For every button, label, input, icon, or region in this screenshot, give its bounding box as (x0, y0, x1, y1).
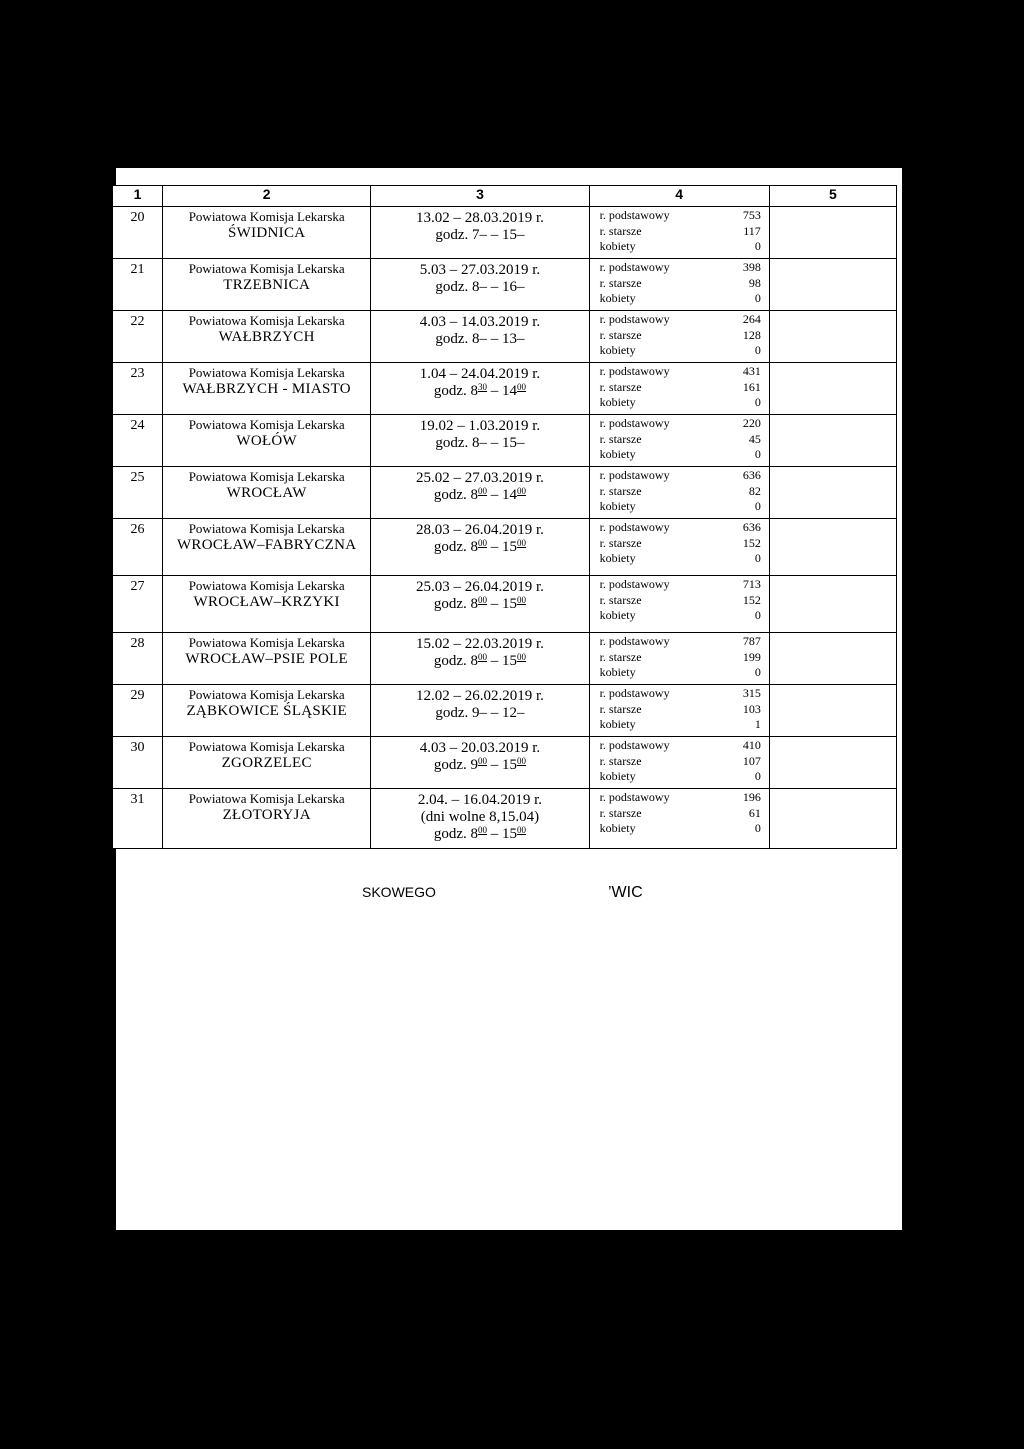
header-col-4: 4 (589, 186, 769, 207)
category-row (590, 608, 769, 624)
commission-cell (163, 363, 371, 415)
empty-cell (769, 576, 896, 633)
hours-end: – 15 (487, 596, 518, 612)
category-count: 0 (754, 551, 761, 565)
table-row (113, 311, 897, 363)
hours-end-min: 00 (517, 538, 527, 548)
commission-label: Powiatowa Komisja Lekarska (188, 578, 345, 593)
commission-city: ŚWIDNICA (227, 225, 306, 241)
commission-cell (163, 633, 371, 685)
category-label: kobiety (599, 239, 636, 253)
empty-cell (769, 207, 896, 259)
category-row (590, 754, 769, 770)
category-row (590, 328, 769, 344)
category-cell (589, 737, 769, 789)
category-label: r. podstawowy (599, 634, 670, 648)
category-count: 220 (742, 416, 761, 430)
category-row (590, 576, 769, 593)
commission-city: WOŁÓW (236, 433, 298, 449)
category-label: r. podstawowy (599, 468, 670, 482)
commission-label: Powiatowa Komisja Lekarska (188, 791, 345, 806)
footer-text-right: ’WIC (608, 884, 643, 901)
commission-cell (163, 737, 371, 789)
header-col-5: 5 (769, 186, 896, 207)
table-row (113, 259, 897, 311)
table-row (113, 789, 897, 849)
empty-cell (769, 737, 896, 789)
category-label: kobiety (599, 343, 636, 357)
category-row (590, 806, 769, 822)
hours: godz. 8– – 16– (435, 279, 525, 295)
category-row (590, 737, 769, 754)
category-label: r. podstawowy (599, 312, 670, 326)
date-range: 4.03 – 14.03.2019 r. (419, 314, 541, 330)
date-range: 2.04. – 16.04.2019 r. (417, 792, 543, 808)
table-header-row (113, 186, 897, 207)
category-count: 0 (754, 343, 761, 357)
date-cell (371, 207, 589, 259)
category-cell (589, 259, 769, 311)
date-range: 25.02 – 27.03.2019 r. (416, 470, 544, 486)
category-count: 0 (754, 447, 761, 461)
category-count: 0 (754, 769, 761, 783)
commission-city: WROCŁAW–PSIE POLE (185, 651, 349, 667)
category-row (590, 259, 769, 276)
category-count: 315 (742, 686, 761, 700)
category-row (590, 821, 769, 837)
category-row (590, 276, 769, 292)
category-row (590, 717, 769, 733)
category-cell (589, 467, 769, 519)
category-count: 264 (742, 312, 761, 326)
category-label: r. starsze (599, 483, 642, 498)
commission-city: WROCŁAW–KRZYKI (193, 594, 340, 610)
hours: godz. 7– – 15– (435, 227, 525, 243)
category-row (590, 224, 769, 240)
hours-start: godz. 8 (433, 653, 479, 669)
empty-cell (769, 467, 896, 519)
hours-start: godz. 8 (433, 596, 479, 612)
hours-end: – 15 (487, 757, 518, 773)
category-count: 1 (754, 717, 761, 731)
table-row (113, 207, 897, 259)
commission-label: Powiatowa Komisja Lekarska (188, 209, 345, 224)
commission-label: Powiatowa Komisja Lekarska (188, 313, 345, 328)
row-number: 31 (113, 789, 163, 849)
category-row (590, 207, 769, 224)
commission-city: ZĄBKOWICE ŚLĄSKIE (186, 703, 347, 719)
category-count: 410 (742, 738, 761, 752)
category-count: 431 (742, 364, 761, 378)
category-label: r. starsze (599, 379, 642, 394)
date-cell (371, 576, 589, 633)
commission-label: Powiatowa Komisja Lekarska (188, 469, 345, 484)
category-row (590, 467, 769, 484)
category-row (590, 484, 769, 500)
commission-label: Powiatowa Komisja Lekarska (188, 417, 345, 432)
category-cell (589, 207, 769, 259)
commission-cell (163, 789, 371, 849)
row-number: 30 (113, 737, 163, 789)
hours-start: godz. 8 (433, 826, 479, 842)
category-row (590, 551, 769, 567)
category-label: r. podstawowy (599, 686, 670, 700)
category-count: 0 (754, 608, 761, 622)
hours-start-min: 00 (478, 595, 488, 605)
category-row (590, 432, 769, 448)
category-row (590, 769, 769, 785)
empty-cell (769, 633, 896, 685)
category-row (590, 447, 769, 463)
date-cell (371, 737, 589, 789)
table-row (113, 415, 897, 467)
table-row (113, 519, 897, 576)
hours-start-min: 00 (478, 538, 488, 548)
category-count: 82 (748, 483, 761, 498)
empty-cell (769, 519, 896, 576)
hours (371, 596, 588, 613)
commission-label: Powiatowa Komisja Lekarska (188, 635, 345, 650)
category-label: r. podstawowy (599, 738, 670, 752)
category-label: kobiety (599, 608, 636, 622)
commission-cell (163, 576, 371, 633)
category-row (590, 499, 769, 515)
category-cell (589, 789, 769, 849)
hours-end-min: 00 (517, 756, 527, 766)
category-label: r. starsze (599, 592, 642, 607)
category-count: 0 (754, 239, 761, 253)
category-row (590, 291, 769, 307)
commission-cell (163, 207, 371, 259)
footer-text-left: SKOWEGO (362, 884, 436, 900)
empty-cell (769, 685, 896, 737)
hours (371, 487, 588, 504)
category-label: r. podstawowy (599, 577, 670, 591)
hours-end-min: 00 (517, 652, 527, 662)
category-count: 117 (743, 223, 761, 238)
category-label: r. podstawowy (599, 520, 670, 534)
category-label: kobiety (599, 769, 636, 783)
category-row (590, 363, 769, 380)
commission-label: Powiatowa Komisja Lekarska (188, 687, 345, 702)
date-range: 1.04 – 24.04.2019 r. (419, 366, 541, 382)
category-label: kobiety (599, 291, 636, 305)
category-row (590, 702, 769, 718)
hours: godz. 8– – 15– (435, 435, 525, 451)
category-row (590, 650, 769, 666)
category-row (590, 380, 769, 396)
category-row (590, 395, 769, 411)
date-cell (371, 311, 589, 363)
holiday-note: (dni wolne 8,15.04) (420, 809, 540, 825)
category-label: kobiety (599, 447, 636, 461)
header-col-1: 1 (113, 186, 163, 207)
category-count: 107 (742, 753, 761, 768)
hours-end: – 15 (487, 653, 518, 669)
hours-start-min: 00 (478, 652, 488, 662)
hours-start-min: 00 (478, 825, 488, 835)
category-cell (589, 519, 769, 576)
table-row (113, 467, 897, 519)
category-count: 398 (742, 260, 761, 274)
category-row (590, 311, 769, 328)
category-label: r. starsze (599, 223, 642, 238)
category-label: r. starsze (599, 805, 642, 820)
commission-cell (163, 519, 371, 576)
category-label: r. starsze (599, 701, 642, 716)
category-count: 0 (754, 665, 761, 679)
category-cell (589, 311, 769, 363)
category-row (590, 519, 769, 536)
hours-start: godz. 9 (433, 757, 479, 773)
date-cell (371, 415, 589, 467)
category-label: r. starsze (599, 649, 642, 664)
hours-start: godz. 8 (433, 539, 479, 555)
header-col-3: 3 (371, 186, 589, 207)
commission-label: Powiatowa Komisja Lekarska (188, 521, 345, 536)
category-label: r. starsze (599, 431, 642, 446)
category-row (590, 665, 769, 681)
category-count: 713 (742, 577, 761, 591)
empty-cell (769, 415, 896, 467)
row-number: 24 (113, 415, 163, 467)
hours (371, 653, 588, 670)
hours-end: – 15 (487, 539, 518, 555)
row-number: 22 (113, 311, 163, 363)
category-count: 0 (754, 291, 761, 305)
category-count: 636 (742, 468, 761, 482)
hours-end: – 14 (487, 383, 518, 399)
hours-start-min: 30 (478, 382, 488, 392)
category-row (590, 789, 769, 806)
header-col-2: 2 (163, 186, 371, 207)
category-count: 0 (754, 499, 761, 513)
date-range: 4.03 – 20.03.2019 r. (419, 740, 541, 756)
row-number: 26 (113, 519, 163, 576)
category-label: kobiety (599, 551, 636, 565)
commission-city: TRZEBNICA (223, 277, 311, 293)
commission-cell (163, 311, 371, 363)
date-range: 15.02 – 22.03.2019 r. (416, 636, 544, 652)
commission-city: WROCŁAW (226, 485, 307, 501)
date-cell (371, 519, 589, 576)
category-count: 787 (742, 634, 761, 648)
commission-city: ZŁOTORYJA (222, 807, 311, 823)
date-cell (371, 259, 589, 311)
category-label: kobiety (599, 821, 636, 835)
date-cell (371, 633, 589, 685)
table-row (113, 737, 897, 789)
date-range: 19.02 – 1.03.2019 r. (419, 418, 541, 434)
category-label: r. podstawowy (599, 364, 670, 378)
category-label: r. podstawowy (599, 208, 670, 222)
row-number: 20 (113, 207, 163, 259)
date-range: 28.03 – 26.04.2019 r. (416, 522, 544, 538)
category-row (590, 536, 769, 552)
hours-end: – 14 (487, 487, 518, 503)
category-label: r. podstawowy (599, 790, 670, 804)
hours-end-min: 00 (517, 382, 527, 392)
commission-cell (163, 415, 371, 467)
hours-start-min: 00 (478, 486, 488, 496)
date-cell (371, 789, 589, 849)
commission-cell (163, 685, 371, 737)
category-row (590, 239, 769, 255)
hours-start-min: 00 (478, 756, 488, 766)
category-label: r. starsze (599, 275, 642, 290)
commission-city: WAŁBRZYCH (218, 329, 315, 345)
date-cell (371, 685, 589, 737)
date-cell (371, 363, 589, 415)
table-row (113, 363, 897, 415)
hours: godz. 8– – 13– (435, 331, 525, 347)
category-count: 636 (742, 520, 761, 534)
date-range: 12.02 – 26.02.2019 r. (416, 688, 544, 704)
hours-end-min: 00 (517, 595, 527, 605)
hours-end: – 15 (487, 826, 518, 842)
commission-label: Powiatowa Komisja Lekarska (188, 365, 345, 380)
category-count: 103 (742, 701, 761, 716)
commission-city: ZGORZELEC (221, 755, 312, 771)
category-label: kobiety (599, 665, 636, 679)
commission-cell (163, 467, 371, 519)
empty-cell (769, 363, 896, 415)
category-row (590, 343, 769, 359)
date-range: 13.02 – 28.03.2019 r. (416, 210, 544, 226)
hours (371, 757, 588, 774)
category-label: r. starsze (599, 327, 642, 342)
category-cell (589, 685, 769, 737)
category-label: r. starsze (599, 753, 642, 768)
category-count: 61 (748, 805, 761, 820)
hours: godz. 9– – 12– (435, 705, 525, 721)
hours-start: godz. 8 (433, 487, 479, 503)
category-row (590, 633, 769, 650)
category-count: 98 (748, 275, 761, 290)
category-row (590, 415, 769, 432)
table-row (113, 633, 897, 685)
hours-end-min: 00 (517, 486, 527, 496)
hours (371, 539, 588, 556)
commission-label: Powiatowa Komisja Lekarska (188, 739, 345, 754)
category-count: 161 (742, 379, 761, 394)
category-label: kobiety (599, 499, 636, 513)
category-count: 45 (748, 431, 761, 446)
category-count: 196 (742, 790, 761, 804)
category-count: 128 (742, 327, 761, 342)
category-row (590, 593, 769, 609)
category-label: r. starsze (599, 535, 642, 550)
category-cell (589, 363, 769, 415)
category-cell (589, 576, 769, 633)
hours-end-min: 00 (517, 825, 527, 835)
category-count: 152 (742, 592, 761, 607)
commission-city: WAŁBRZYCH - MIASTO (182, 381, 351, 397)
category-cell (589, 415, 769, 467)
category-label: kobiety (599, 717, 636, 731)
category-label: r. podstawowy (599, 260, 670, 274)
category-label: r. podstawowy (599, 416, 670, 430)
table-row (113, 576, 897, 633)
row-number: 25 (113, 467, 163, 519)
category-count: 199 (742, 649, 761, 664)
hours (371, 826, 588, 843)
date-range: 25.03 – 26.04.2019 r. (416, 579, 544, 595)
category-row (590, 685, 769, 702)
empty-cell (769, 311, 896, 363)
hours-start: godz. 8 (433, 383, 479, 399)
row-number: 21 (113, 259, 163, 311)
category-count: 0 (754, 821, 761, 835)
date-range: 5.03 – 27.03.2019 r. (419, 262, 541, 278)
hours (371, 383, 588, 400)
row-number: 28 (113, 633, 163, 685)
commission-label: Powiatowa Komisja Lekarska (188, 261, 345, 276)
conscription-table (112, 185, 897, 849)
empty-cell (769, 259, 896, 311)
date-cell (371, 467, 589, 519)
row-number: 27 (113, 576, 163, 633)
category-count: 0 (754, 395, 761, 409)
category-label: kobiety (599, 395, 636, 409)
table-row (113, 685, 897, 737)
category-cell (589, 633, 769, 685)
commission-cell (163, 259, 371, 311)
commission-city: WROCŁAW–FABRYCZNA (176, 537, 357, 553)
row-number: 29 (113, 685, 163, 737)
empty-cell (769, 789, 896, 849)
category-count: 152 (742, 535, 761, 550)
row-number: 23 (113, 363, 163, 415)
category-count: 753 (742, 208, 761, 222)
